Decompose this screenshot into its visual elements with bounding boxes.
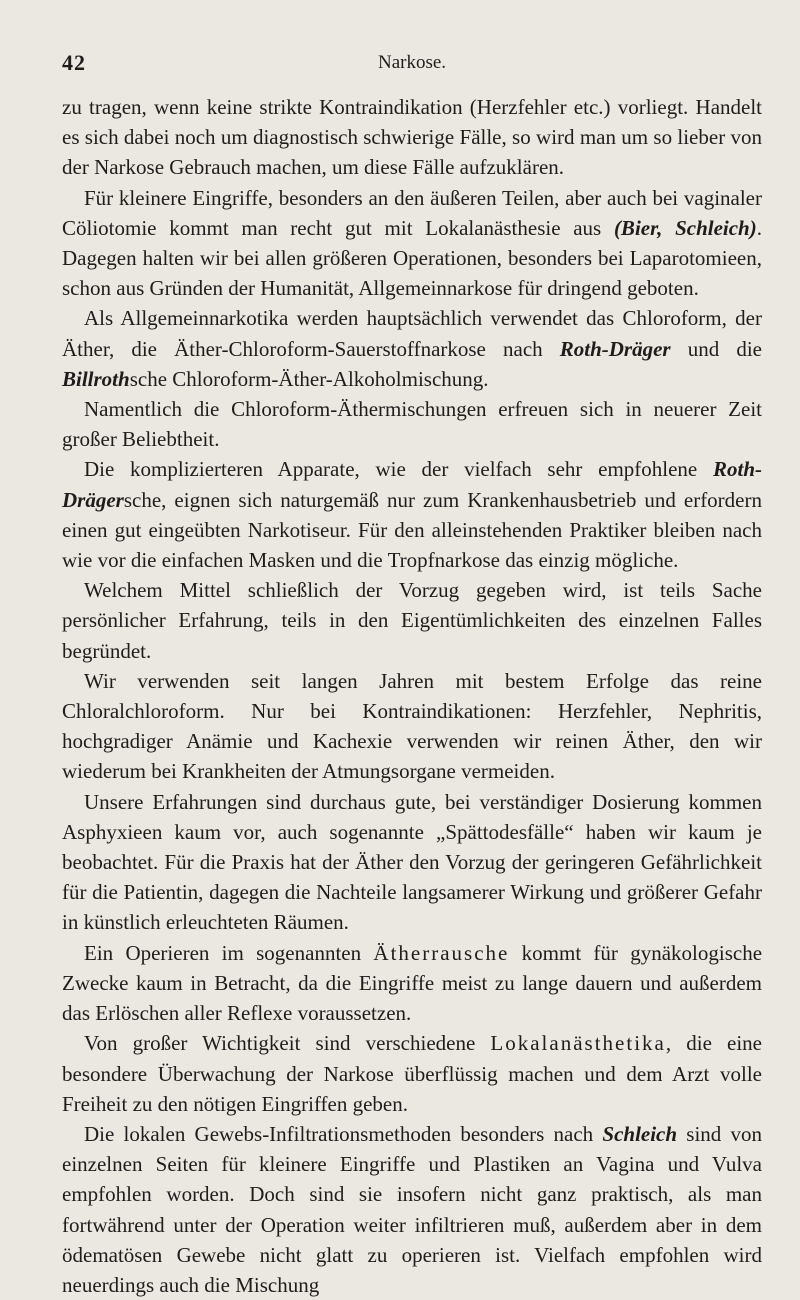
text-run: Für kleinere Eingriffe, besonders an den äußeren Teilen, aber auch bei vaginaler Cöliotomie kommt man recht gut mit Lokalanästhesie aus xyxy=(62,185,762,240)
author-name: Billroth xyxy=(62,366,130,391)
author-name: Roth-Dräger xyxy=(62,457,762,512)
text-run: Die komplizierteren Apparate, wie der vielfach sehr empfohlene xyxy=(84,457,713,482)
paragraph xyxy=(62,454,762,575)
paragraph xyxy=(62,575,762,666)
paragraph xyxy=(62,92,762,183)
text-run: zu tragen, wenn keine strikte Kontraindikation (Herzfehler etc.) vorliegt. Handelt es sich dabei noch um diagnostisch schwierige Fälle, so wird man um so lieber von der Narkose Gebrauch machen, um diese Fälle aufzuklären. xyxy=(62,95,762,180)
emphasized-term: Lokalanästhetika xyxy=(490,1031,666,1056)
text-run: sind von einzelnen Seiten für kleinere Eingriffe und Plastiken an Vagina und Vulva empfohlen worden. Doch sind sie insofern nicht ganz praktisch, als man fortwährend unter der Operation weiter infiltrieren muß, außerdem aber in dem ödematösen Gewebe nicht glatt zu operieren ist. Vielfach empfohlen wird neuerdings auch die Mischung xyxy=(62,1121,762,1297)
body-text xyxy=(62,92,762,1300)
text-run: Von großer Wichtigkeit sind verschiedene xyxy=(84,1031,491,1056)
paragraph xyxy=(62,1028,762,1119)
text-run: Welchem Mittel schließlich der Vorzug gegeben wird, ist teils Sache persönlicher Erfahrung, teils in den Eigentümlichkeiten des einzelnen Falles begründet. xyxy=(62,578,762,663)
running-head: Narkose. xyxy=(377,52,447,73)
text-run: , die eine besondere Überwachung der Narkose überflüssig machen und dem Arzt volle Freiheit zu den nötigen Eingriffen geben. xyxy=(62,1031,762,1116)
author-name: (Bier, Schleich) xyxy=(613,215,757,240)
paragraph xyxy=(62,787,762,938)
author-name: Schleich xyxy=(602,1121,678,1146)
text-run: und die xyxy=(670,336,762,361)
page-number: 42 xyxy=(62,50,86,75)
text-run: Die lokalen Gewebs-Infiltrationsmethoden besonders nach xyxy=(84,1121,603,1146)
paragraph xyxy=(62,666,762,787)
paragraph xyxy=(62,1119,762,1300)
text-run: . Dagegen halten wir bei allen größeren Operationen, besonders bei Laparotomieen, schon aus Gründen der Humanität, Allgemeinnarkose für dringend geboten. xyxy=(62,215,762,301)
text-run: Wir verwenden seit langen Jahren mit bestem Erfolge das reine Chloralchloroform. Nur bei Kontraindikationen: Herzfehler, Nephritis, hochgradiger Anämie und Kachexie verwenden wir reinen Äther, den wir wiederum bei Krankheiten der Atmungsorgane vermeiden. xyxy=(62,668,762,784)
author-name: Roth-Dräger xyxy=(559,336,671,361)
paragraph xyxy=(62,394,762,454)
text-run: kommt für gynäkologische Zwecke kaum in Betracht, da die Eingriffe meist zu lange dauern und außerdem das Erlöschen aller Reflexe voraussetzen. xyxy=(62,940,763,1026)
text-run: Unsere Erfahrungen sind durchaus gute, bei verständiger Dosierung kommen Asphyxieen kaum vor, auch sogenannte „Spättodesfälle“ haben wir kaum je beobachtet. Für die Praxis hat der Äther den Vorzug der geringeren Gefährlichkeit für die Patientin, dagegen die Nachteile langsamerer Wirkung und größerer Gefahr in künstlich erleuchteten Räumen. xyxy=(62,789,762,935)
emphasized-term: Ätherrausche xyxy=(373,940,510,965)
page-header xyxy=(62,50,762,78)
paragraph xyxy=(62,938,762,1029)
text-run: Namentlich die Chloroform-Äthermischungen erfreuen sich in neuerer Zeit großer Beliebtheit. xyxy=(62,397,762,452)
text-run: Als Allgemeinnarkotika werden hauptsächlich verwendet das Chloroform, der Äther, die Äther-Chloroform-Sauerstoffnarkose nach xyxy=(62,306,762,361)
text-run: sche, eignen sich naturgemäß nur zum Krankenhausbetrieb und erfordern einen gut eingeübten Narkotiseur. Für den alleinstehenden Praktiker bleiben nach wie vor die einfachen Masken und die Tropfnarkose das einzig mögliche. xyxy=(62,487,762,573)
paragraph xyxy=(62,183,762,304)
text-run: sche Chloroform-Äther-Alkoholmischung. xyxy=(129,366,489,391)
text-run: Ein Operieren im sogenannten xyxy=(84,940,374,965)
paragraph xyxy=(62,303,762,394)
